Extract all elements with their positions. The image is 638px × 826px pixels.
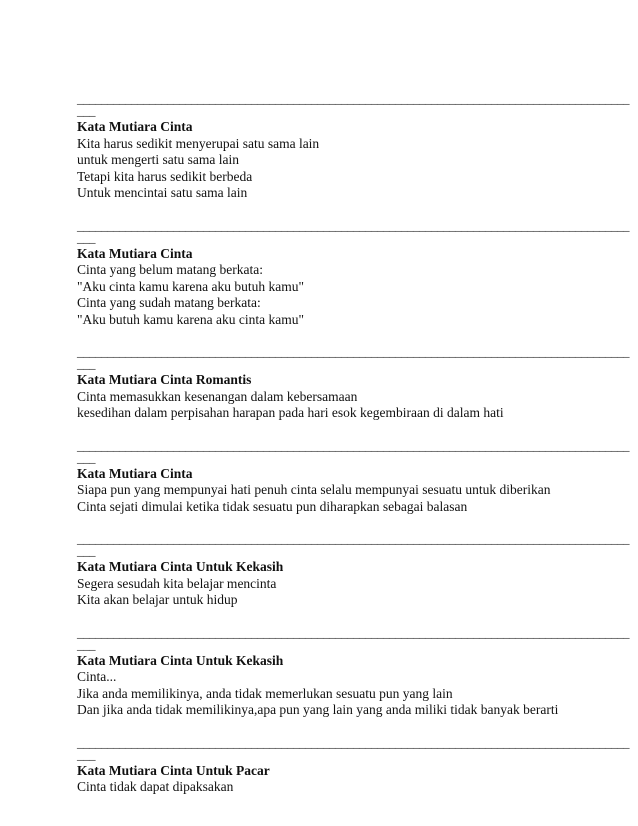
quote-line: Kita harus sedikit menyerupai satu sama lain (77, 135, 320, 151)
quote-line: Jika anda memilikinya, anda tidak memerlukan sesuatu pun yang lain (77, 685, 453, 701)
quote-section (77, 437, 629, 516)
section-divider (77, 531, 629, 559)
divider-tail: ___ (77, 449, 95, 465)
divider-rule: ____________________________________________________________________________________________ (77, 531, 629, 546)
section-title: Kata Mutiara Cinta Romantis (77, 372, 252, 387)
section-title: Kata Mutiara Cinta (77, 119, 193, 134)
quote-section (77, 734, 629, 796)
divider-rule: ____________________________________________________________________________________________ (77, 91, 629, 106)
section-title: Kata Mutiara Cinta Untuk Kekasih (77, 559, 284, 574)
quote-section (77, 531, 629, 609)
section-divider (77, 734, 629, 763)
quote-line: Siapa pun yang mempunyai hati penuh cinta selalu mempunyai sesuatu untuk diberikan (77, 482, 551, 497)
section-divider (77, 624, 629, 653)
section-divider (77, 344, 629, 372)
quote-line: "Aku butuh kamu karena aku cinta kamu" (77, 311, 304, 327)
quote-line: Cinta yang belum matang berkata: (77, 262, 263, 277)
section-divider (77, 91, 629, 119)
section-divider (77, 437, 629, 466)
quote-line: Dan jika anda tidak memilikinya,apa pun yang lain yang anda miliki tidak banyak berarti (77, 702, 559, 717)
divider-rule: ____________________________________________________________________________________________ (77, 624, 629, 640)
divider-tail: ___ (77, 746, 95, 762)
quote-line: Cinta tidak dapat dipaksakan (77, 779, 234, 794)
quote-line: Cinta memasukkan kesenangan dalam kebersamaan (77, 388, 358, 404)
divider-tail: ___ (77, 636, 95, 652)
quote-line: Cinta sejati dimulai ketika tidak sesuatu pun diharapkan sebagai balasan (77, 498, 468, 514)
section-title: Kata Mutiara Cinta Untuk Kekasih (77, 652, 284, 668)
document-page (77, 91, 629, 813)
divider-rule: ____________________________________________________________________________________________ (77, 437, 629, 453)
quote-line: "Aku cinta kamu karena aku butuh kamu" (77, 278, 304, 294)
divider-rule: ____________________________________________________________________________________________ (77, 734, 629, 750)
section-title: Kata Mutiara Cinta (77, 245, 193, 261)
quote-section (77, 91, 629, 202)
divider-tail: ___ (77, 543, 95, 558)
quote-section (77, 344, 629, 422)
divider-rule: ____________________________________________________________________________________________ (77, 217, 629, 233)
quote-line: kesedihan dalam perpisahan harapan pada hari esok kegembiraan di dalam hati (77, 405, 504, 420)
quote-line: Untuk mencintai satu sama lain (77, 185, 248, 200)
section-title: Kata Mutiara Cinta Untuk Pacar (77, 762, 270, 778)
quote-line: Kita akan belajar untuk hidup (77, 592, 238, 607)
quote-line: Cinta... (77, 669, 117, 684)
section-title: Kata Mutiara Cinta (77, 465, 193, 481)
quote-line: Segera sesudah kita belajar mencinta (77, 575, 277, 591)
quote-line: Tetapi kita harus sedikit berbeda (77, 168, 253, 184)
quote-section (77, 624, 629, 719)
divider-rule: ____________________________________________________________________________________________ (77, 344, 629, 359)
divider-tail: ___ (77, 103, 95, 118)
quote-section (77, 217, 629, 329)
section-divider (77, 217, 629, 246)
divider-tail: ___ (77, 356, 95, 371)
divider-tail: ___ (77, 229, 95, 245)
quote-line: untuk mengerti satu sama lain (77, 152, 239, 167)
quote-line: Cinta yang sudah matang berkata: (77, 295, 261, 310)
